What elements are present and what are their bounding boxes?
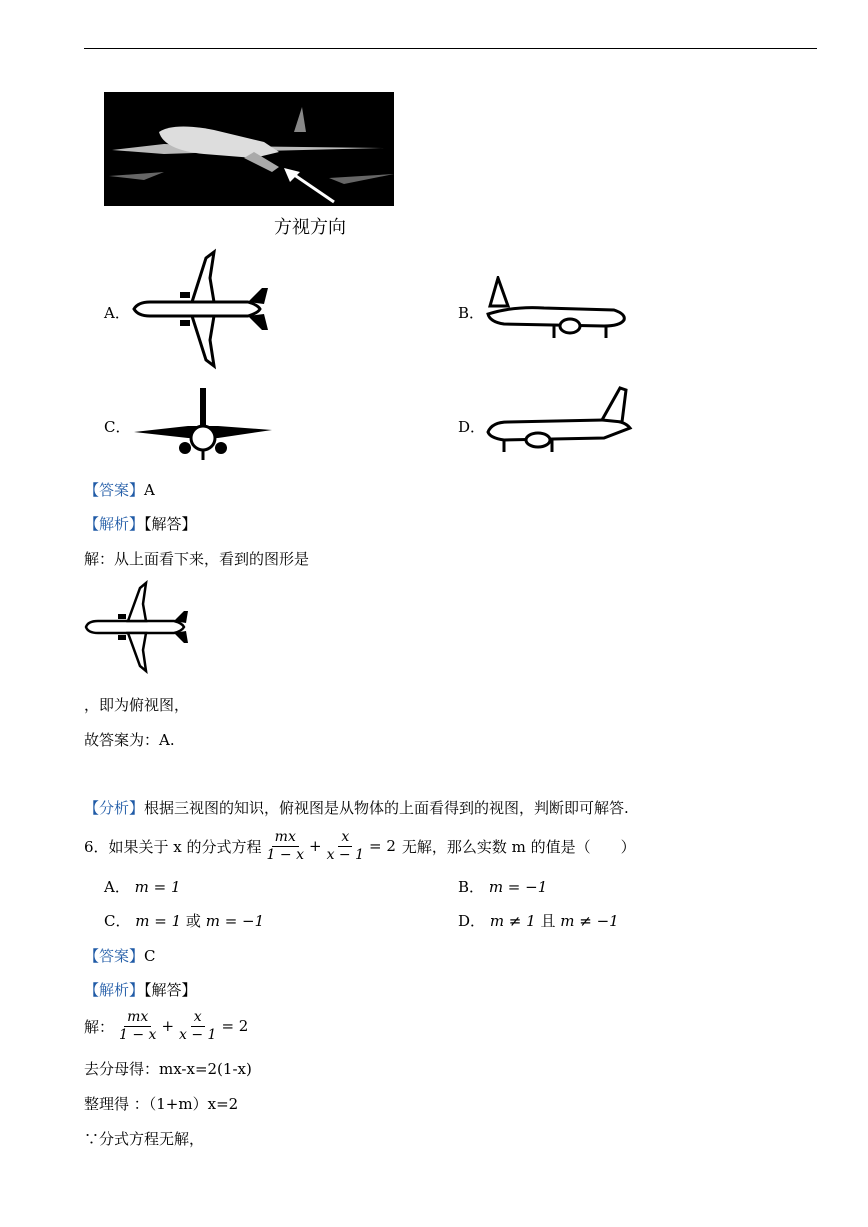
q6-option-d (458, 910, 619, 931)
q6-option-a-text: m = 1 (134, 878, 181, 896)
option-c-figure (130, 386, 276, 462)
solve-tag: 【解答】 (144, 515, 197, 533)
q6-option-d-label: D． (458, 912, 486, 930)
q6-plus: + (308, 837, 322, 855)
q6-answer-tag: 【答案】 (84, 947, 145, 965)
answer-tag: 【答案】 (84, 481, 145, 499)
q6-analysis-line (84, 979, 197, 1000)
q6-analysis-tag: 【解析】 (84, 981, 145, 999)
option-d-label: D． (458, 418, 486, 436)
q6-option-d-text-1: m ≠ 1 (489, 912, 536, 930)
q6-step2: 整理得 ：（1+m）x=2 (84, 1095, 239, 1113)
q6-sol-equals: = 2 (221, 1017, 249, 1035)
q6-option-d-text-2: m ≠ −1 (560, 912, 619, 930)
option-b-figure (484, 276, 630, 344)
option-a-figure (128, 248, 274, 370)
q6-stem-suffix: 无解，那么实数 m 的值是（ ） (401, 837, 636, 856)
analysis-tag: 【解析】 (84, 515, 145, 533)
q6-step3: ∵分式方程无解， (84, 1130, 205, 1148)
q6-frac2-num: x (338, 829, 352, 847)
photo-caption: 方视方向 (274, 217, 346, 238)
q6-option-a (104, 876, 181, 897)
solution-figure (82, 580, 192, 674)
q6-option-c-text-2: m = −1 (205, 912, 265, 930)
q6-sol-frac1 (116, 1009, 159, 1044)
q6-solution-equation (84, 1006, 248, 1046)
q6-answer-value: C (144, 947, 156, 965)
q5-after-figure: ，即为俯视图， (84, 696, 190, 714)
airplane-photo (104, 92, 394, 206)
option-d-figure (484, 386, 636, 458)
q6-option-c-or: 或 (185, 912, 201, 930)
option-c-label: C． (104, 418, 131, 436)
q6-option-d-and: 且 (540, 912, 556, 930)
q6-option-c-label: C． (104, 912, 131, 930)
q5-solution-line: 解：从上面看下来，看到的图形是 (84, 550, 310, 568)
q6-sol-frac1-num: mx (124, 1009, 151, 1027)
q6-step1: 去分母得：mx-x=2(1-x) (84, 1060, 252, 1078)
q5-answer-line (84, 479, 155, 500)
q6-sol-prefix: 解： (84, 1017, 115, 1036)
q5-fenxi (84, 797, 629, 818)
q6-stem (84, 826, 636, 866)
q6-frac1 (264, 829, 307, 864)
q6-equals: = 2 (369, 837, 396, 855)
q6-option-a-label: A． (104, 878, 130, 896)
q6-option-b (458, 876, 547, 897)
q6-answer-line (84, 945, 156, 966)
q6-option-c (104, 910, 264, 931)
q6-sol-frac2 (176, 1009, 219, 1044)
q5-analysis-line (84, 513, 197, 534)
option-b-label: B． (458, 304, 485, 322)
fenxi-text: 根据三视图的知识，俯视图是从物体的上面看得到的视图，判断即可解答. (144, 799, 629, 817)
q6-frac2-den: x − 1 (326, 846, 364, 863)
q6-sol-frac2-den: x − 1 (179, 1026, 217, 1043)
q6-option-c-text-1: m = 1 (135, 912, 182, 930)
q6-sol-frac2-num: x (191, 1009, 205, 1027)
q6-frac2 (324, 829, 367, 864)
option-a-label: A． (104, 304, 130, 322)
q6-frac1-num: mx (272, 829, 299, 847)
q6-frac1-den: 1 − x (266, 846, 304, 863)
q5-conclusion: 故答案为：A. (84, 731, 175, 749)
q6-sol-frac1-den: 1 − x (119, 1026, 157, 1043)
header-rule (84, 48, 817, 49)
answer-value: A (144, 481, 155, 499)
q6-option-b-text: m = −1 (488, 878, 548, 896)
fenxi-tag: 【分析】 (84, 799, 145, 817)
q6-option-b-label: B． (458, 878, 485, 896)
q6-sol-plus: + (161, 1017, 175, 1035)
q6-stem-prefix: 6．如果关于 x 的分式方程 (84, 837, 262, 856)
q6-solve-tag: 【解答】 (144, 981, 197, 999)
